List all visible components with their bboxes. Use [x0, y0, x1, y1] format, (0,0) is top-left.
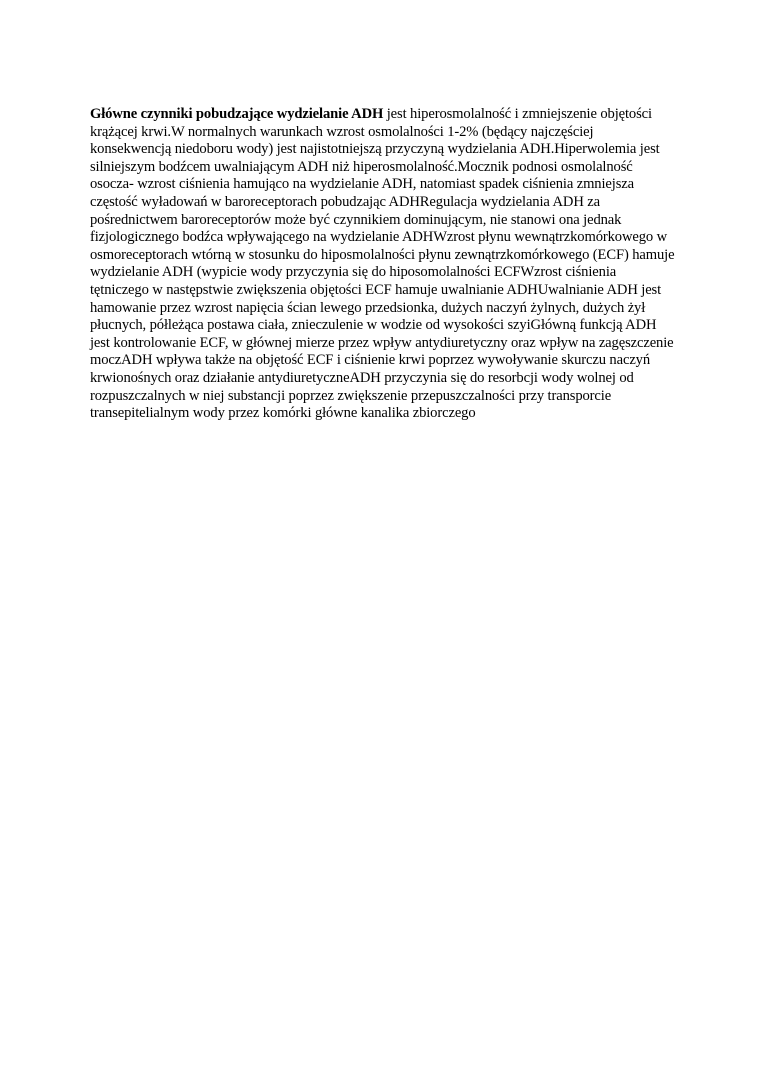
bold-lead-phrase: Główne czynniki pobudzające wydzielanie ADH: [90, 106, 384, 122]
body-paragraph: [90, 106, 675, 423]
paragraph-text: jest hiperosmolalność i zmniejszenie objętości krążącej krwi.W normalnych warunkach wzrost osmolalności 1-2% (będący najczęściej konsekwencją niedoboru wody) jest najistotniejszą przyczyną wydzielania ADH.Hiperwolemia jest silniejszym bodźcem uwalniającym ADH niż hiperosmolalność.Mocznik podnosi osmolalność osocza- wzrost ciśnienia hamująco na wydzielanie ADH, natomiast spadek ciśnienia zmniejsza częstość wyładowań w baroreceptorach pobudzając ADHRegulacja wydzielania ADH za pośrednictwem baroreceptorów może być czynnikiem dominującym, nie stanowi ona jednak fizjologicznego bodźca wpływającego na wydzielanie ADHWzrost płynu wewnątrzkomórkowego w osmoreceptorach wtórną w stosunku do hiposmolalności płynu zewnątrzkomórkowego (ECF) hamuje wydzielanie ADH (wypicie wody przyczynia się do hiposomolalności ECFWzrost ciśnienia tętniczego w następstwie zwiększenia objętości ECF hamuje uwalnianie ADHUwalnianie ADH jest hamowanie przez wzrost napięcia ścian lewego przedsionka, dużych naczyń żylnych, dużych żył płucnych, półleżąca postawa ciała, znieczulenie w wodzie od wysokości szyiGłówną funkcją ADH jest kontrolowanie ECF, w głównej mierze przez wpływ antydiuretyczny oraz wpływ na zagęszczenie moczADH wpływa także na objętość ECF i ciśnienie krwi poprzez wywoływanie skurczu naczyń krwionośnych oraz działanie antydiuretyczneADH przyczynia się do resorbcji wody wolnej od rozpuszczalnych w niej substancji poprzez zwiększenie przepuszczalności przy transporcie transepitelialnym wody przez komórki główne kanalika zbiorczego: [90, 106, 675, 422]
